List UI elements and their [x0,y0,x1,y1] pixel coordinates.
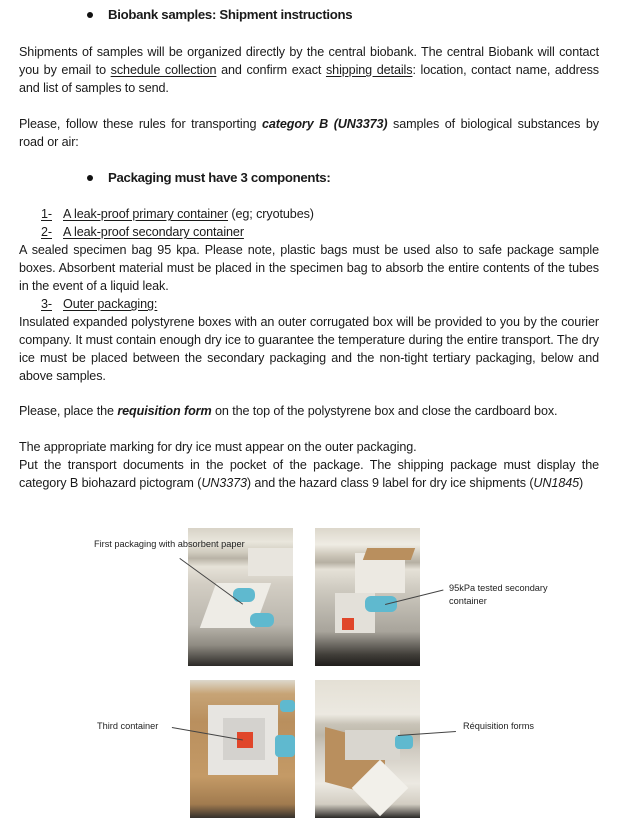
bullet-icon [87,175,93,181]
un1845-code: UN1845 [533,476,580,490]
glove-shape [365,596,397,612]
photo-requisition-forms [315,680,420,818]
secondary-description: A sealed specimen bag 95 kpa. Please note, plastic bags must be used also to safe package sample boxes. Absorbent material must be placed in the specimen bag to absorb the entire contents of the tubes in the event of a liquid leak. [19,243,599,293]
bullet-icon [87,12,93,18]
intro-text-2: and confirm exact [216,63,326,77]
marking-paragraph: The appropriate marking for dry ice must appear on the outer packaging. [19,440,417,454]
item-number: 2- [41,225,52,239]
photo-secondary-container [315,528,420,666]
rules-text-1: Please, follow these rules for transporting [19,117,262,131]
transport-text-3: ) [579,476,584,490]
requisition-form-shape [345,730,400,760]
caption-third-container: Third container [97,721,159,731]
requisition-form-emphasis: requisition form [117,404,212,418]
category-b-emphasis: category B (UN3373) [261,117,388,131]
biohazard-label-shape [342,618,354,630]
box-shape [248,548,293,576]
heading-text: Packaging must have 3 components: [108,170,331,185]
caption-requisition-forms: Réquisition forms [463,721,534,731]
item-number: 1- [41,207,52,221]
list-item-primary [41,205,314,223]
outer-description: Insulated expanded polystyrene boxes with an outer corrugated box will be provided to you by the courier company. It must contain enough dry ice to guarantee the temperature during the entire transport. The dry ice must be placed between the secondary packaging and the non-tight tertiary packaging, below and above samples. [19,315,599,383]
requisition-text-2: on the top of the polystyrene box and close the cardboard box. [211,404,558,418]
item-number: 3- [41,297,52,311]
glove-shape [280,700,295,712]
rules-text-2: samples of biological substances by road or air: [19,117,599,149]
section-heading-shipment [85,7,352,22]
transport-paragraph [19,456,599,492]
photo-third-container [190,680,295,818]
shipping-details-link[interactable]: shipping details [325,63,413,77]
transport-text-1: Put the transport documents in the pocket of the package. The shipping package must display the category B biohazard pictogram ( [19,458,599,490]
intro-paragraph [19,43,599,97]
requisition-text-1: Please, place the [19,404,118,418]
caption-secondary-container: 95kPa tested secondary container [449,583,548,606]
list-item-secondary [41,223,244,241]
intro-text-1: Shipments of samples will be organized directly by the central biobank. The central Biobank will contact you by email to [19,45,599,77]
un3373-code: UN3373 [201,476,247,490]
item-label: A leak-proof secondary container [63,225,244,239]
glove-shape [275,735,295,757]
intro-text-3: : location, contact name, address and list of samples to send. [19,63,600,95]
box-lid-shape [363,548,415,560]
transport-text-2: ) and the hazard class 9 label for dry ice shipments ( [246,476,534,490]
glove-shape [395,735,413,749]
heading-text: Biobank samples: Shipment instructions [108,7,353,22]
glove-shape [250,613,274,627]
caption-first-packaging: First packaging with absorbent paper [94,539,245,549]
item-label: Outer packaging: [63,297,158,311]
section-heading-packaging [85,170,330,185]
rules-paragraph [19,115,599,151]
item-label: A leak-proof primary container [63,207,228,221]
list-item-outer [41,295,157,313]
schedule-collection-link[interactable]: schedule collection [110,63,217,77]
requisition-paragraph [19,402,599,420]
item-suffix: (eg; cryotubes) [228,207,314,221]
